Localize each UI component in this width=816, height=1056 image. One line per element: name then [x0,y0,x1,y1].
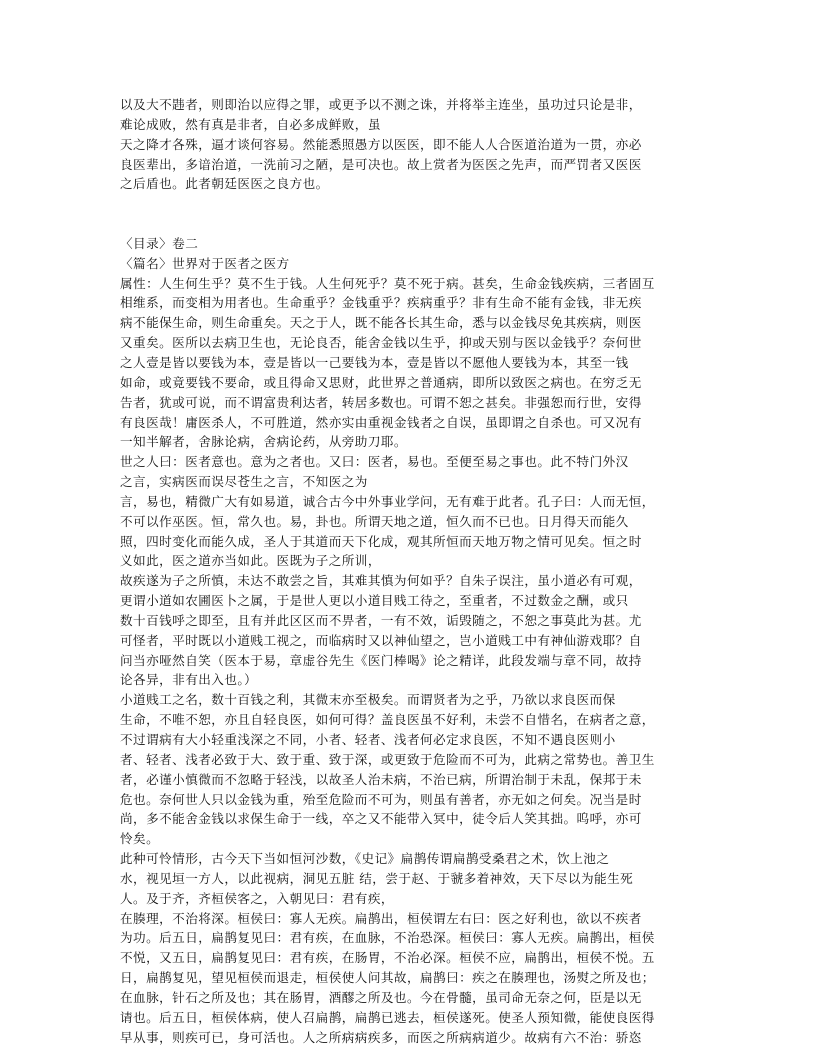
text-line: 可怪者，平时既以小道贱工视之，而临病时又以神仙望之，岂小道贱工中有神仙游戏耶？自 [120,632,642,648]
text-line: 生命，不唯不恕，亦且自轻良医，如何可得？盖良医虽不好利，未尝不自惜名，在病者之意， [120,712,655,728]
text-line: 病不能保生命，则生命重矣。天之于人，既不能各长其生命，悉与以金钱尽免其疾病，则医 [120,315,642,331]
text-line: 更谓小道如农圃医卜之属，于是世人更以小道目贱工待之，至重者，不过数金之酬，或只 [120,593,629,609]
text-line: 不可以作巫医。恒，常久也。易，卦也。所谓天地之道，恒久而不已也。日月得天而能久 [120,513,629,529]
text-line: 者、轻者、浅者必致于大、致于重、致于深，或更致于危险而不可为，此病之常势也。善卫生 [120,751,655,767]
blank-line [120,214,700,234]
text-line: 告者，犹或可说，而不谓富贵利达者，转居多数也。可谓不恕之甚矣。非强恕而行世，安得 [120,394,642,410]
text-line: 小道贱工之名，数十百钱之利，其微末亦至极矣。而谓贤者为之乎，乃欲以求良医而保 [120,692,616,708]
text-line: 〈目录〉卷二 [120,235,199,251]
text-line: 良医辈出，多谙治道，一洗前习之陋，是可决也。故上赏者为医医之先声，而严罚者又医医 [120,156,642,172]
blank-line [120,194,700,214]
text-line: 言，易也，精微广大有如易道，诚合古今中外事业学问，无有难于此者。孔子曰：人而无恒， [120,493,655,509]
document-page [120,95,700,1048]
text-line: 人。及于齐，齐桓侯客之，入朝见曰：君有疾， [120,890,394,906]
text-line: 问当亦哑然自笑（医本于易，章虚谷先生《医门棒喝》论之精详，此段发端与章不同，故持 [120,652,642,668]
text-line: 义如此，医之道亦当如此。医既为子之所训， [120,553,381,569]
paragraph-block-volume-two [120,234,700,1048]
text-line: 日，扁鹊复见，望见桓侯而退走，桓侯使人问其故，扁鹊曰：疾之在腠理也，汤熨之所及也； [120,970,655,986]
text-line: 之言，实病医而误尽苍生之言，不知医之为 [120,474,368,490]
text-line: 又重矣。医所以去病卫生也，无论良否，能舍金钱以生乎，抑或天别与医以金钱乎？奈何世 [120,335,642,351]
text-line: 此种可怜情形，古今天下当如恒河沙数，《史记》扁鹊传谓扁鹊受桑君之术，饮上池之 [120,851,610,867]
text-line: 不过谓病有大小轻重浅深之不同，小者、轻者、浅者何必定求良医，不知不遇良医则小 [120,732,616,747]
text-line: 世之人曰：医者意也。意为之者也。又曰：医者，易也。至便至易之事也。此不特门外汉 [120,454,629,470]
text-line: 属性：人生何生乎？莫不生于钱。人生何死乎？莫不死于病。甚矣，生命金钱疾病，三者固互 [120,275,655,291]
text-line: 难论成败，然有真是非者，自必多成鲜败，虽 [120,116,381,132]
text-line: 早从事，则疾可已，身可活也。人之所病病疾多，而医之所病病道少。故病有六不治：骄恣 [120,1029,642,1045]
text-line: 照，四时变化而能久成，圣人于其道而天下化成，观其所恒而天地万物之情可见矣。恒之时 [120,533,642,549]
text-line: 者，必谨小慎微而不忽略于轻浅，以故圣人治未病，不治已病，所谓治制于未乱，保邦于未 [120,771,642,787]
text-line: 一知半解者，舍脉论病，舍病论药，从旁助刀耶。 [120,434,407,450]
text-line: 有良医哉！庸医杀人，不可胜道，然亦实由重视金钱者之自误，虽即谓之自杀也。可又况有 [120,414,642,430]
text-line: 不悦，又五日，扁鹊复见曰：君有疾，在肠胃，不治必深。桓侯不应，扁鹊出，桓侯不悦。五 [120,950,655,966]
text-line: 为功。后五日，扁鹊复见曰：君有疾，在血脉，不治恐深。桓侯曰：寡人无疾。扁鹊出，桓侯 [120,930,655,946]
text-line: 在血脉，针石之所及也；其在肠胃，酒醪之所及也。今在骨髓，虽司命无奈之何，臣是以无 [120,989,642,1005]
text-line: 如命，或竟要钱不要命，或且得命又思财，此世界之普通病，即所以致医之病也。在穷乏无 [120,374,642,390]
text-line: 论各异，非有出入也。） [120,672,258,688]
text-line: 相维系，而变相为用者也。生命重乎？金钱重乎？疾病重乎？非有生命不能有金钱，非无疾 [120,295,642,311]
text-line: 故疾遂为子之所慎，未达不敢尝之旨，其难其慎为何如乎？自朱子误注，虽小道必有可观， [120,573,642,589]
text-line: 请也。后五日，桓侯体病，使人召扁鹊，扁鹊已逃去，桓侯遂死。使圣人预知微，能使良医得 [120,1009,655,1025]
text-line: 尚，多不能舍金钱以求保生命于一线，卒之又不能带入冥中，徒令后人笑其拙。呜呼，亦可 [120,811,642,827]
text-line: 以及大不韪者，则即治以应得之罪，或更予以不测之诛，并将举主连坐，虽功过只论是非， [120,97,642,112]
text-line: 〈篇名〉世界对于医者之医方 [120,255,290,271]
text-line: 之人壹是皆以要钱为本，壹是皆以一己要钱为本，壹是皆以不愿他人要钱为本，其至一钱 [120,354,629,370]
text-line: 水，视见垣一方人，以此视病，洞见五脏 结，尝于赵、于虢多着神效，天下尽以为能生死 [120,870,634,886]
text-line: 危也。奈何世人只以金钱为重，殆至危险而不可为，则虽有善者，亦无如之何矣。况当是时 [120,791,642,807]
text-line: 之后盾也。此者朝廷医医之良方也。 [120,176,329,192]
paragraph-block-court [120,95,700,194]
text-line: 数十百钱呼之即至，且有并此区区而不畀者，一有不效，诟毁随之，不恕之事莫此为甚。尤 [120,612,642,628]
text-line: 天之降才各殊，逼才谈何容易。然能悉照愚方以医医，即不能人人合医道治道为一贯，亦必 [120,136,642,152]
text-line: 在腠理，不治将深。桓侯曰：寡人无疾。扁鹊出，桓侯谓左右曰：医之好利也，欲以不疾者 [120,910,642,926]
text-line: 怜矣。 [120,831,160,847]
